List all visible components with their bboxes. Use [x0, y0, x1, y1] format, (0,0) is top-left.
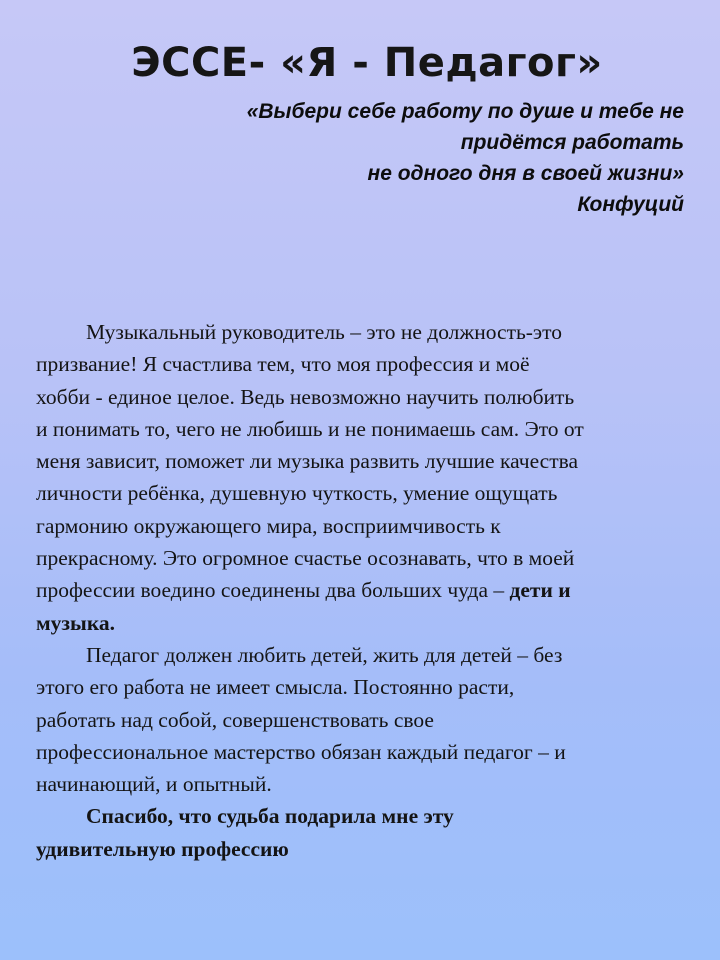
essay-closing-line — [36, 800, 708, 832]
epigraph-quote — [84, 96, 684, 220]
essay-text-segment: профессии воедино соединены два больших чуда – — [36, 578, 510, 603]
epigraph-author: Конфуций — [577, 193, 684, 216]
essay-line — [36, 574, 708, 606]
essay-line — [36, 607, 708, 639]
essay-line: призвание! Я счастлива тем, что моя профессия и моё — [36, 352, 530, 377]
essay-closing: Спасибо, что судьба подарила мне эту — [86, 804, 454, 829]
essay-line: гармонию окружающего мира, восприимчивость к — [36, 513, 501, 538]
essay-line: работать над собой, совершенствовать свое — [36, 707, 434, 732]
essay-emphasis: музыка. — [36, 610, 116, 635]
essay-text — [36, 316, 708, 865]
essay-line: хобби - единое целое. Ведь невозможно научить полюбить — [36, 384, 575, 409]
essay-line: и понимать то, чего не любишь и не понимаешь сам. Это от — [36, 416, 584, 441]
essay-closing-line — [36, 833, 708, 865]
essay-line: прекрасному. Это огромное счастье осознавать, что в моей — [36, 546, 575, 571]
epigraph-line: придётся работать — [460, 131, 684, 154]
essay-line: профессиональное мастерство обязан каждый педагог – и — [36, 739, 566, 764]
essay-emphasis: дети и — [509, 578, 571, 603]
essay-line: Музыкальный руководитель – это не должность-это — [86, 320, 563, 344]
epigraph-line: «Выбери себе работу по душе и тебе не — [246, 100, 684, 123]
epigraph-line: не одного дня в своей жизни» — [367, 162, 684, 185]
essay-line: начинающий, и опытный. — [36, 772, 272, 797]
essay-closing: удивительную профессию — [36, 836, 289, 861]
slide-title: ЭССЕ- «Я - Педагог» — [131, 40, 603, 86]
essay-line: меня зависит, поможет ли музыка развить лучшие качества — [36, 449, 579, 474]
essay-line: Педагог должен любить детей, жить для детей – без — [86, 642, 563, 667]
essay-line: личности ребёнка, душевную чуткость, умение ощущать — [36, 481, 558, 506]
essay-line: этого его работа не имеет смысла. Постоянно расти, — [36, 675, 515, 700]
